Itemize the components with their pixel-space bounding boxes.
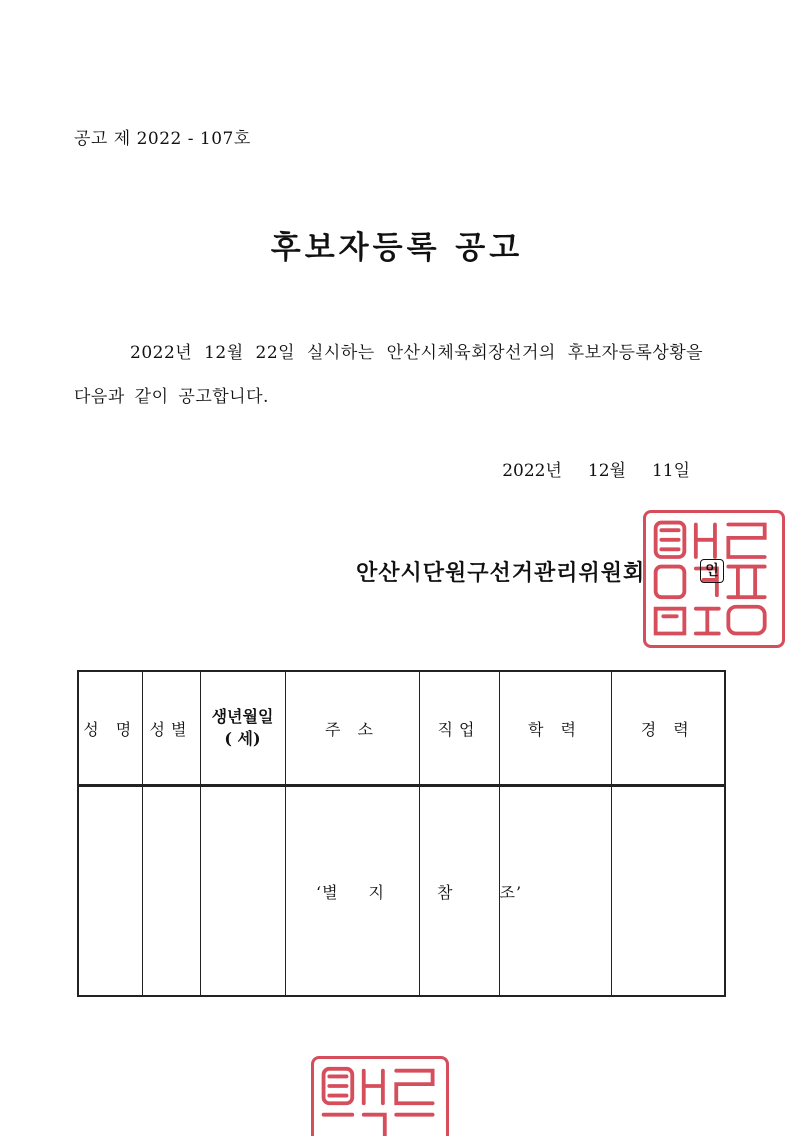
header-birth-line2: ( 세) <box>224 729 261 748</box>
reference-note-mid2: 참 <box>437 883 454 902</box>
body-text-line-2: 다음과 같이 공고합니다. <box>74 387 269 407</box>
header-birth-line1: 생년월일 <box>211 707 274 727</box>
notice-number: 공고 제 2022 - 107호 <box>74 129 251 149</box>
header-education: 학 력 <box>499 671 611 786</box>
header-job: 직업 <box>419 671 499 786</box>
reference-note-mid: 지 <box>368 883 386 902</box>
issuer-name: 안산시단원구선거관리위원회 <box>356 560 646 586</box>
seal-pattern-icon <box>314 1059 446 1136</box>
date-month: 12월 <box>587 461 626 481</box>
seal-mark: 인 <box>700 559 724 583</box>
reference-note-close: 조’ <box>499 883 523 902</box>
header-birth <box>200 671 285 786</box>
header-name: 성 명 <box>78 671 142 786</box>
table-header-row <box>78 671 725 786</box>
cell-career <box>611 786 725 997</box>
date-year: 2022년 <box>502 461 562 481</box>
cell-gender <box>142 786 200 997</box>
cell-name <box>78 786 142 997</box>
date-day: 11일 <box>651 461 690 481</box>
header-career: 경 력 <box>611 671 725 786</box>
reference-note <box>316 880 522 903</box>
document-title: 후보자등록 공고 <box>270 230 524 266</box>
candidate-table <box>77 670 726 997</box>
reference-note-open: ‘별 <box>316 883 339 902</box>
body-text-line-1: 2022년 12월 22일 실시하는 안산시체육회장선거의 후보자등록상황을 <box>130 343 704 363</box>
official-seal-bottom <box>311 1056 449 1136</box>
cell-birth <box>200 786 285 997</box>
header-address: 주 소 <box>285 671 419 786</box>
header-gender: 성별 <box>142 671 200 786</box>
document-date <box>502 456 690 481</box>
